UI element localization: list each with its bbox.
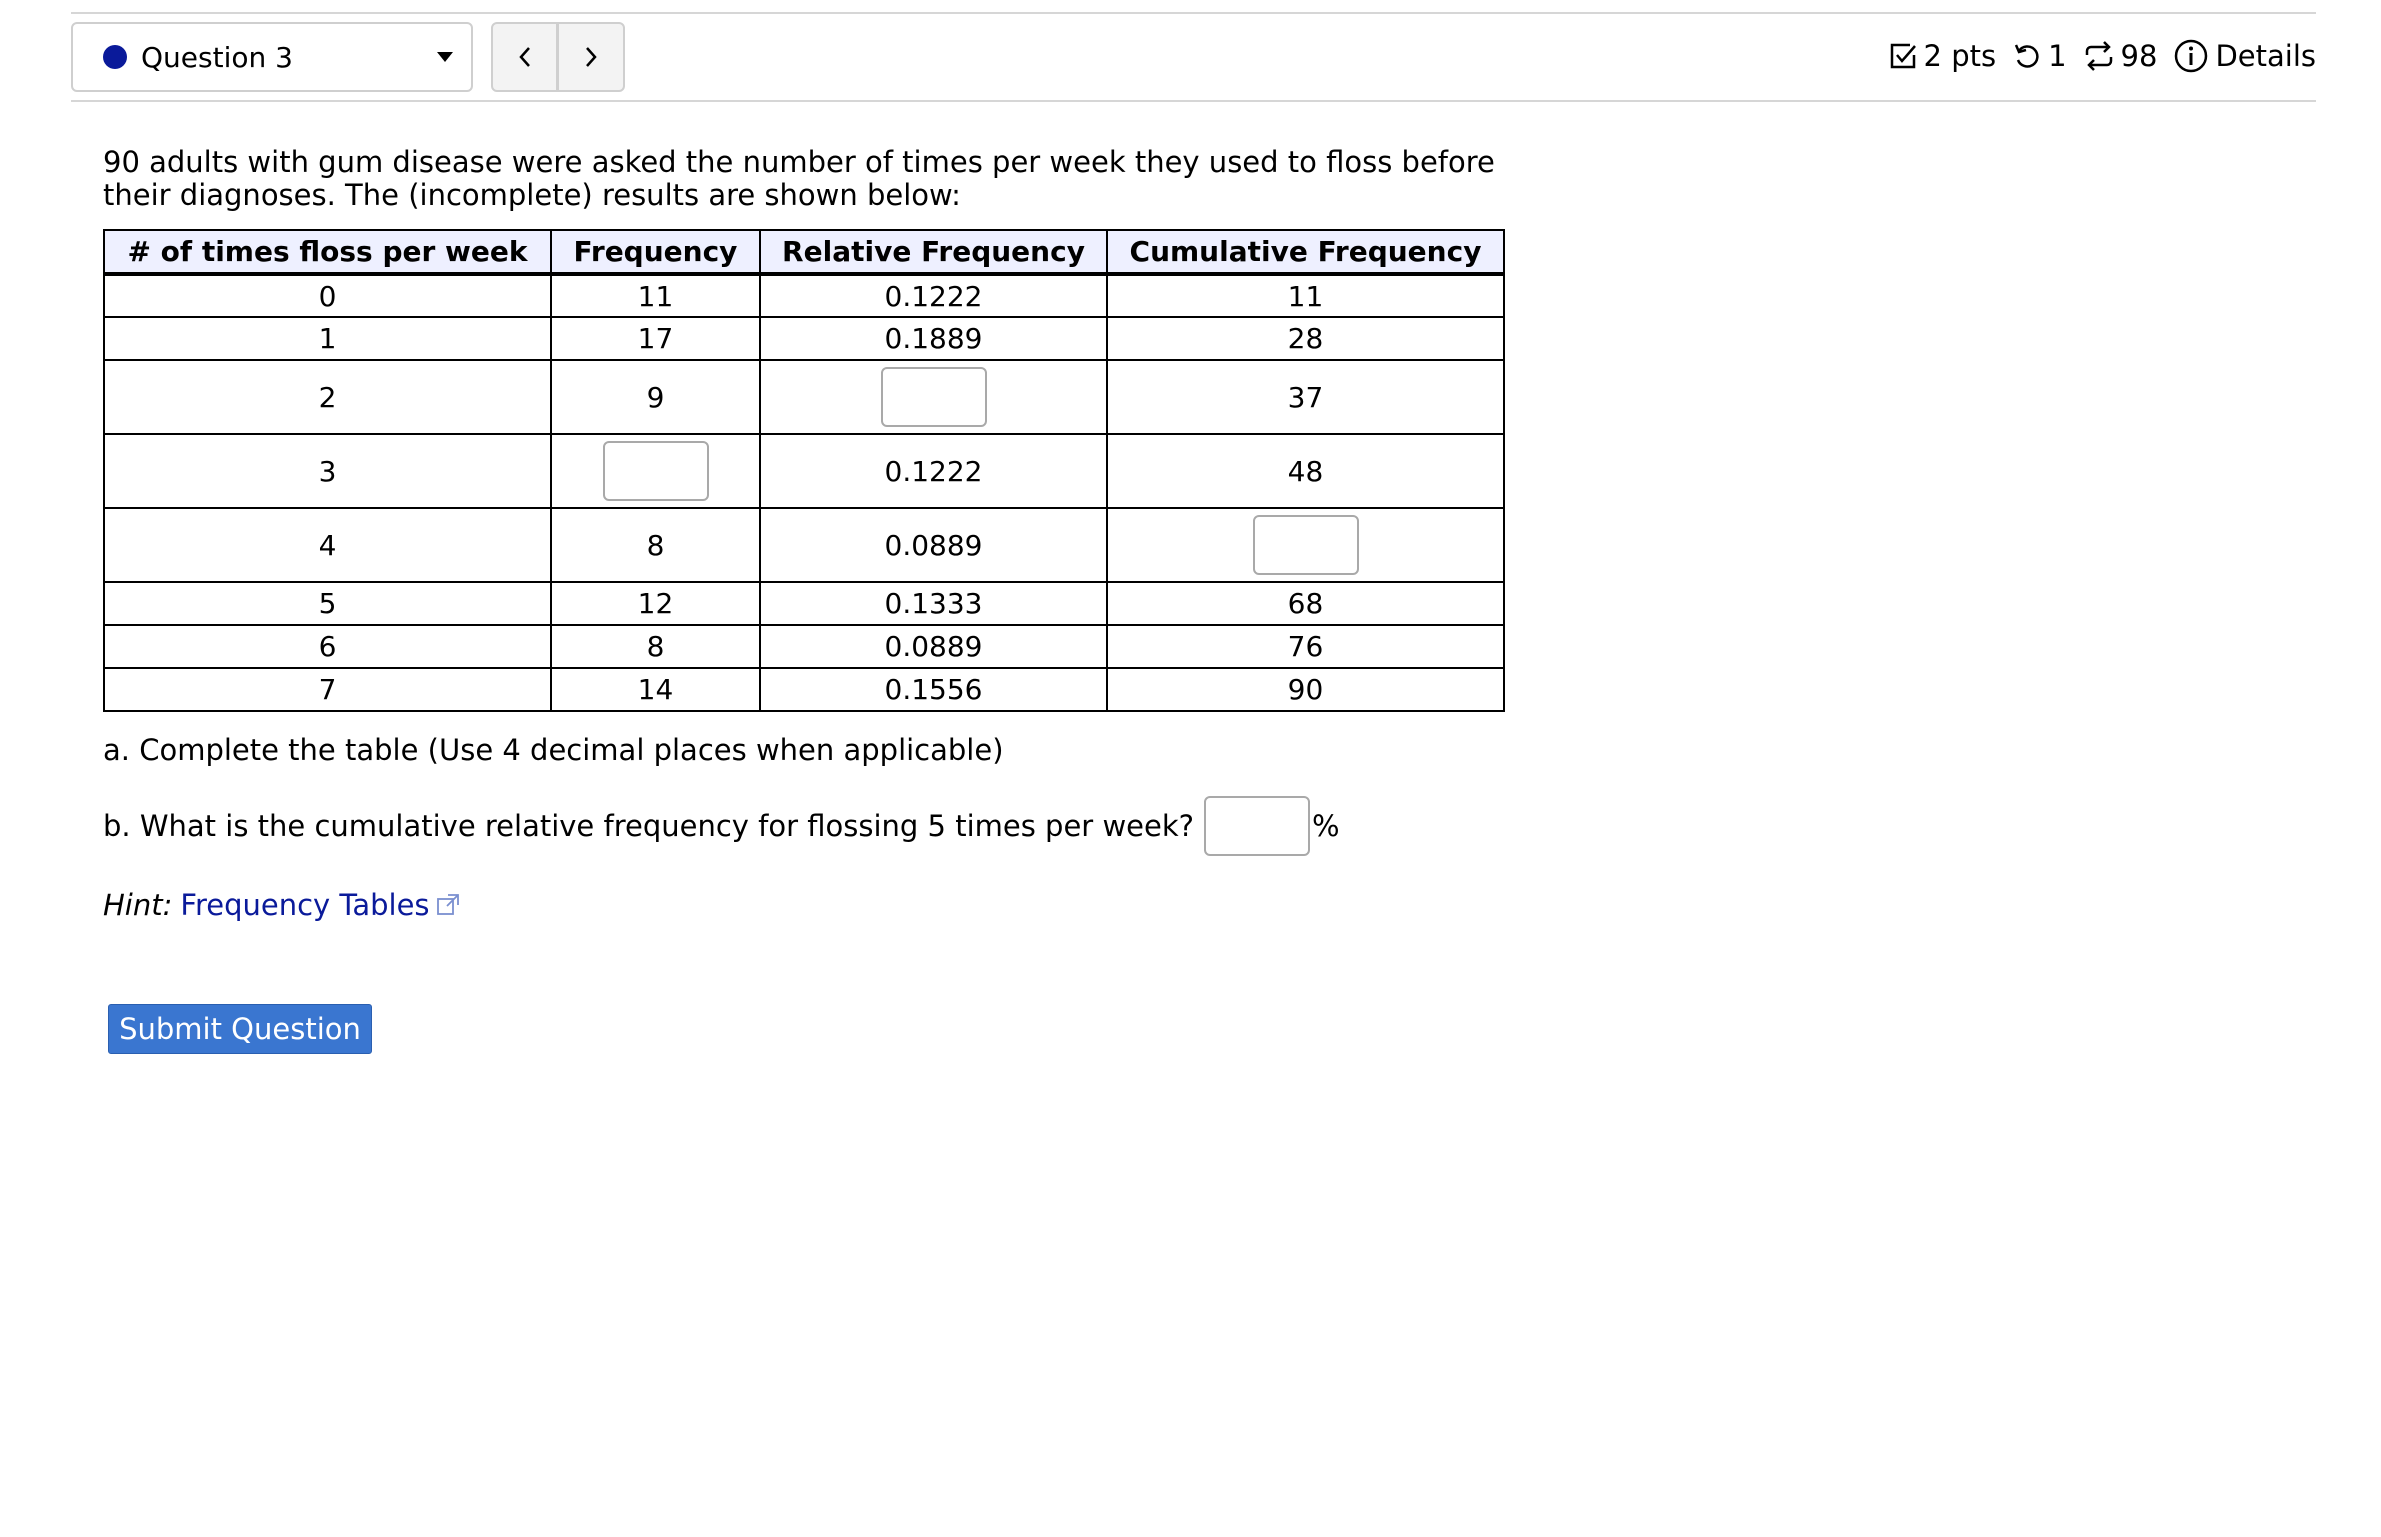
cell-times: 3 xyxy=(104,434,551,508)
previous-question-button[interactable] xyxy=(491,22,558,92)
table-row xyxy=(104,434,1504,508)
cell-relative-frequency: 0.0889 xyxy=(760,508,1107,582)
table-row xyxy=(104,668,1504,711)
checkbox-icon xyxy=(1888,41,1918,71)
frequency-input-3[interactable] xyxy=(603,441,709,501)
attempts-indicator xyxy=(2083,39,2158,73)
cell-cumulative-frequency xyxy=(1107,508,1504,582)
cell-times: 4 xyxy=(104,508,551,582)
cell-relative-frequency xyxy=(760,360,1107,434)
cell-cumulative-frequency: 76 xyxy=(1107,625,1504,668)
table-row xyxy=(104,625,1504,668)
details-button[interactable] xyxy=(2173,38,2316,74)
cell-relative-frequency: 0.1889 xyxy=(760,317,1107,360)
repeat-icon xyxy=(2083,41,2115,71)
table-header-row xyxy=(104,230,1504,274)
question-selector[interactable] xyxy=(71,22,473,92)
question-label: Question 3 xyxy=(141,40,293,74)
cell-frequency: 8 xyxy=(551,625,760,668)
retries-indicator xyxy=(2012,39,2066,73)
hint xyxy=(103,888,460,922)
hint-label: Hint: xyxy=(103,888,173,922)
chevron-left-icon xyxy=(517,45,533,69)
header-bottom-divider xyxy=(71,100,2316,102)
cell-times: 5 xyxy=(104,582,551,625)
cell-cumulative-frequency: 68 xyxy=(1107,582,1504,625)
cell-cumulative-frequency: 11 xyxy=(1107,274,1504,317)
retries-count: 1 xyxy=(2048,39,2067,73)
table-row xyxy=(104,317,1504,360)
part-b-question xyxy=(103,796,1340,856)
table-row xyxy=(104,582,1504,625)
retry-icon xyxy=(2012,41,2042,71)
cell-frequency xyxy=(551,434,760,508)
cell-relative-frequency: 0.0889 xyxy=(760,625,1107,668)
cell-relative-frequency: 0.1222 xyxy=(760,274,1107,317)
cell-cumulative-frequency: 48 xyxy=(1107,434,1504,508)
cell-frequency: 11 xyxy=(551,274,760,317)
cell-relative-frequency: 0.1333 xyxy=(760,582,1107,625)
table-row xyxy=(104,508,1504,582)
external-link-icon xyxy=(436,893,460,917)
cell-relative-frequency: 0.1222 xyxy=(760,434,1107,508)
part-b-text: b. What is the cumulative relative frequency for flossing 5 times per week? xyxy=(103,809,1195,843)
status-dot-icon xyxy=(103,45,127,69)
percent-unit: % xyxy=(1312,809,1340,843)
header-times-floss: # of times floss per week xyxy=(104,230,551,274)
question-meta xyxy=(1872,38,2316,74)
points-indicator xyxy=(1888,39,1997,73)
header-top-divider xyxy=(71,12,2316,14)
details-label: Details xyxy=(2215,39,2316,73)
submit-question-button[interactable]: Submit Question xyxy=(108,1004,372,1054)
cell-times: 0 xyxy=(104,274,551,317)
part-a-instruction: a. Complete the table (Use 4 decimal places when applicable) xyxy=(103,733,1004,767)
next-question-button[interactable] xyxy=(558,22,625,92)
cell-frequency: 14 xyxy=(551,668,760,711)
info-icon xyxy=(2173,38,2209,74)
cell-times: 7 xyxy=(104,668,551,711)
cell-cumulative-frequency: 90 xyxy=(1107,668,1504,711)
cell-frequency: 8 xyxy=(551,508,760,582)
relative-frequency-input-2[interactable] xyxy=(881,367,987,427)
chevron-right-icon xyxy=(583,45,599,69)
dropdown-caret-icon xyxy=(437,52,453,62)
cell-cumulative-frequency: 37 xyxy=(1107,360,1504,434)
points-text: 2 pts xyxy=(1923,39,1997,73)
table-row xyxy=(104,274,1504,317)
cell-times: 1 xyxy=(104,317,551,360)
cell-relative-frequency: 0.1556 xyxy=(760,668,1107,711)
cell-cumulative-frequency: 28 xyxy=(1107,317,1504,360)
cumulative-relative-frequency-input[interactable] xyxy=(1204,796,1310,856)
cell-frequency: 9 xyxy=(551,360,760,434)
header-cumulative-frequency: Cumulative Frequency xyxy=(1107,230,1504,274)
cell-times: 2 xyxy=(104,360,551,434)
frequency-tables-link[interactable]: Frequency Tables xyxy=(180,888,430,922)
cell-times: 6 xyxy=(104,625,551,668)
frequency-table xyxy=(103,229,1505,712)
cell-frequency: 17 xyxy=(551,317,760,360)
cumulative-frequency-input-4[interactable] xyxy=(1253,515,1359,575)
header-relative-frequency: Relative Frequency xyxy=(760,230,1107,274)
header-frequency: Frequency xyxy=(551,230,760,274)
cell-frequency: 12 xyxy=(551,582,760,625)
table-row xyxy=(104,360,1504,434)
question-prompt: 90 adults with gum disease were asked the number of times per week they used to floss before their diagnoses. The (incomplete) results are shown below: xyxy=(103,145,1495,212)
attempts-count: 98 xyxy=(2120,39,2158,73)
